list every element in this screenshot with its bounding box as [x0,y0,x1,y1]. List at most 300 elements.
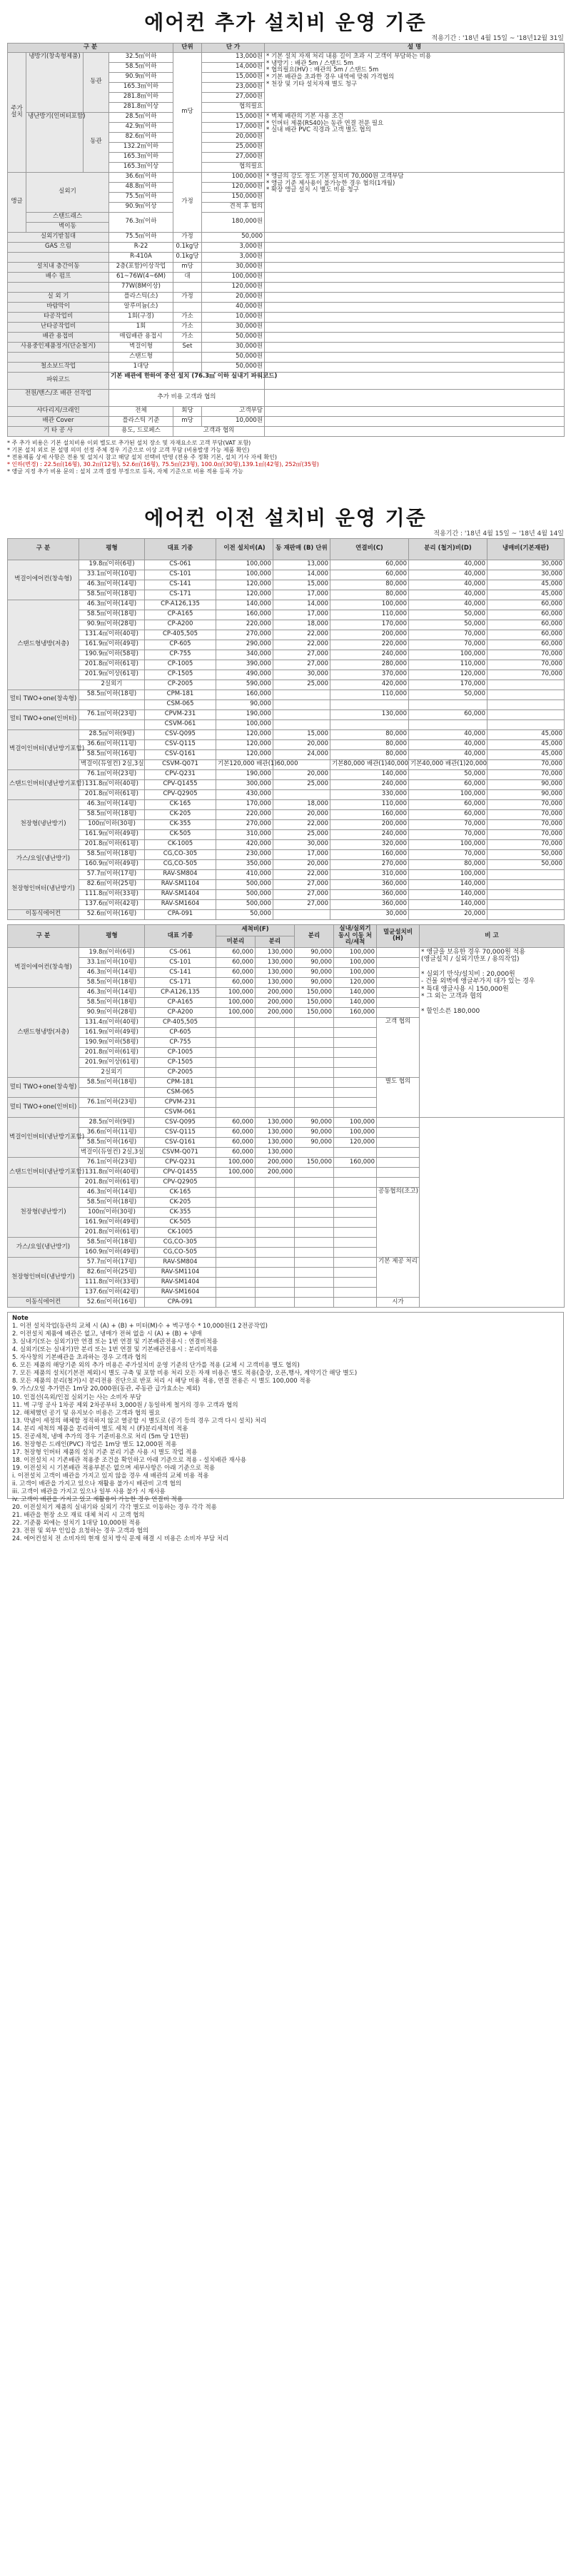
value [216,1238,256,1248]
note-line: 20. 이전설치기 제품의 실내기와 실외기 각각 별도로 이동하는 경우 각각 적용 [12,1504,217,1512]
value [377,1158,420,1168]
model: CS-171 [145,590,216,600]
size: 137.6㎡이하(42평) [79,1288,145,1298]
size: 161.9㎡이하(49평) [79,640,145,650]
value [487,899,565,909]
unit: Set [173,342,202,352]
group-label: 멀티 TWO+one(인버터) [8,709,79,729]
size: 36.6㎡이하(11평) [79,739,145,749]
desc [265,272,565,282]
value: 24,000 [273,749,330,759]
value: 20,000 [273,739,330,749]
size: 57.7㎡이하(17평) [79,869,145,879]
group-label: 스탠드형냉방(저층) [8,988,79,1078]
mid-note: 고객 협의 [377,1018,420,1078]
size: 46.3㎡이하(14평) [79,600,145,610]
value: 90,000 [295,948,334,958]
model: CS-171 [145,978,216,988]
price: 20,000원 [202,292,265,302]
value: 100,000 [334,1118,377,1128]
mid-note: 공동협의(조고) [377,1188,420,1258]
size: 131.8㎡이하(40평) [79,779,145,789]
value [295,1028,334,1038]
unit: 대 [173,272,202,282]
value: 140,000 [330,769,409,779]
size: 100㎡이하(30평) [79,1208,145,1218]
size: 161.9㎡이하(49평) [79,829,145,839]
value: 200,000 [256,1008,295,1018]
table-row [8,859,565,869]
value: 420,000 [216,839,273,849]
t2-header: 분리 (철거)비(D) [409,538,487,560]
value [377,1118,420,1128]
group-label: 천장형(냉난방기) [8,1188,79,1238]
group-label: 천장형(냉난방기) [8,799,79,849]
value: 100,000 [334,948,377,958]
value: 100,000 [216,570,273,580]
spec: 90.9㎡이상 [109,202,173,212]
table-row [8,849,565,859]
value: 20,000 [273,859,330,869]
row-label: 실 외 기 [8,292,109,302]
value: 90,000 [295,958,334,968]
value: 70,000 [487,829,565,839]
value [377,958,420,968]
t2-header: 동 재판매 (B) 단위 [273,538,330,560]
value: 240,000 [330,650,409,660]
size: 58.5㎡이하(18평) [79,978,145,988]
note-line: 10. 인접선(옥외/인접 실외기는 사는 소비자 부담 [12,1393,142,1401]
value: 360,000 [330,889,409,899]
value [295,1108,334,1118]
value [216,1288,256,1298]
size: 137.6㎡이하(42평) [79,899,145,909]
value: 30,000 [273,670,330,680]
size: 46.3㎡이하(14평) [79,799,145,809]
value: 360,000 [330,899,409,909]
value: 90,000 [487,789,565,799]
desc [265,372,565,389]
value [334,1218,377,1228]
t1-header-category: 구 분 [8,44,173,53]
value: 290,000 [216,640,273,650]
note-line: 19. 이전설치 시 기본배관 적용부분은 없으며 세부사항은 아래 기준으로 적용 [12,1464,216,1472]
spec: 28.5㎡이하 [109,112,173,122]
value [334,1168,377,1178]
model: CK-505 [145,829,216,839]
value: 100,000 [216,1168,256,1178]
table-row [8,242,565,252]
value [256,1278,295,1288]
value: 270,000 [330,859,409,869]
value: 45,000 [487,580,565,590]
remarks-empty [420,1118,565,1308]
note-line: 15. 진공세척, 냉매 추가의 경우 기준비용으로 처리 (5m 당 1만원) [12,1433,188,1440]
table-row [8,560,565,570]
value: 120,000 [334,1138,377,1148]
price: 50,000원 [202,352,265,362]
value [216,1108,256,1118]
unit: 0.1kg당 [173,252,202,262]
table-row [8,769,565,779]
value: 27,000 [273,660,330,670]
spec: 36.6㎡이하 [109,172,173,182]
value [256,1108,295,1118]
value: 500,000 [216,889,273,899]
value: 22,000 [273,630,330,640]
value [334,1088,377,1098]
value: 370,000 [330,670,409,680]
value [334,1188,377,1198]
value: 40,000 [409,590,487,600]
value: 25,000 [273,680,330,690]
group-label: 스탠드인버터(냉난방기포함) [8,1158,79,1188]
section1-dates: 적용기간 : '18년 4월 15일 ~ '18년12월 31일 [431,35,564,42]
desc [265,352,565,362]
size: 46.3㎡이하(14평) [79,580,145,590]
value: 22,000 [273,640,330,650]
value: 50,000 [487,859,565,869]
model: RAV-SM1604 [145,1288,216,1298]
value [295,1068,334,1078]
elec-value: 추가 비용 고객과 협의 [109,389,265,406]
table-row [8,729,565,739]
size: 58.5㎡이하(18평) [79,610,145,620]
value [295,1218,334,1228]
section1-notes [7,440,564,478]
table-row [8,690,565,699]
value: 70,000 [409,829,487,839]
value: 22,000 [273,869,330,879]
price: 10,000원 [202,312,265,322]
value: 240,000 [330,829,409,839]
model: CP-A126,135 [145,988,216,998]
value: 17,000 [273,610,330,620]
value: 430,000 [216,789,273,799]
value: 100,000 [216,1158,256,1168]
model: CK-165 [145,1188,216,1198]
model: CSVM-Q071 [145,759,216,769]
value [216,1028,256,1038]
unit [173,282,202,292]
section2-notes [7,1312,564,1543]
value [295,1278,334,1288]
value: 90,000 [295,978,334,988]
table-row [8,879,565,889]
table-row [8,799,565,809]
value: 100,000 [409,789,487,799]
model: CK-355 [145,1208,216,1218]
table-row [8,948,565,958]
size [79,719,145,729]
value: 90,000 [295,968,334,978]
note-line: 7. 모든 제품의 설치(기본전 제외)시 별도 구축 및 포함 비용 처리 모든 자재 비용은 별도 적용(출장, 오픈,행사, 계약기간 해당 별도) [12,1370,358,1378]
group-label: 천장형인버터(냉난방기) [8,869,79,909]
size: 2실외기 [79,1068,145,1078]
value: 50,000 [409,690,487,699]
group-label: 천장형인버터(냉난방기) [8,1258,79,1298]
value: 40,000 [409,560,487,570]
value: 90,000 [295,1138,334,1148]
size: 160.9㎡이하(49평) [79,1248,145,1258]
t2-header: 연결비(C) [330,538,409,560]
back-label: 벽이동 [26,222,109,232]
unit: 회당 [173,406,202,416]
note-line: 3. 실내기(또는 실외기)만 연결 또는 1번 연결 및 기본배관전용시 : 연결비적용 [12,1338,218,1346]
table-row [8,322,565,332]
value [216,1078,256,1088]
value: 70,000 [487,809,565,819]
value [273,719,330,729]
price: 30,000원 [202,262,265,272]
t3-subheader: 미분리 [216,936,256,947]
model: CP-A126,135 [145,600,216,610]
spec: 165.3㎡이하 [109,152,173,162]
value [256,1198,295,1208]
model: CS-101 [145,958,216,968]
model: CP-605 [145,640,216,650]
size: 201.8㎡이하(61평) [79,1178,145,1188]
t3-header: 세척비(F) [216,924,295,936]
spec: 77W(8M이상) [109,282,173,292]
row-label: 사용중인제품정거(단순철거) [8,342,109,352]
size: 201.9㎡이상(61평) [79,1058,145,1068]
spec: 132.2㎡이하 [109,142,173,152]
value: 200,000 [256,998,295,1008]
unit: 가소 [173,322,202,332]
value [334,1078,377,1088]
note-line: ii. 고객이 배관을 가지고 있으나 재활용 불가시 배관비 고객 협의 [12,1480,182,1488]
elec-label: 전원/맨스/조 배관 선작업 [8,389,109,406]
price: 27,000원 [202,152,265,162]
size: 201.8㎡이하(61평) [79,839,145,849]
table-row [8,426,565,436]
spec: 전체 [109,406,173,416]
value: 80,000 [330,739,409,749]
value [216,1038,256,1048]
value: 140,000 [409,899,487,909]
value: 360,000 [330,879,409,889]
value: 200,000 [330,630,409,640]
row-label [8,282,109,292]
table-row [8,570,565,580]
model: CS-101 [145,570,216,580]
price: 120,000원 [202,182,265,192]
model: CP-1005 [145,660,216,670]
model: CPV-Q2905 [145,789,216,799]
spec: 76.3㎡이하 [109,212,173,232]
spec: 용도, 드로페스 [109,426,173,436]
size: 111.8㎡이하(33평) [79,889,145,899]
unit: 0.1kg당 [173,242,202,252]
value: 40,000 [409,749,487,759]
value [295,1208,334,1218]
value: 45,000 [487,749,565,759]
table-row [8,759,565,769]
value: 70,000 [487,759,565,769]
value [377,968,420,978]
value: 15,000 [273,729,330,739]
model: CG,CO-505 [145,1248,216,1258]
t2-header: 구 분 [8,538,79,560]
value [295,1018,334,1028]
value [216,1228,256,1238]
value: 60,000 [409,809,487,819]
value [256,1098,295,1108]
value: 40,000 [409,729,487,739]
value [256,1258,295,1268]
value: 100,000 [216,560,273,570]
price: 고객과 협의 [173,426,265,436]
table-row [8,899,565,909]
value: 140,000 [334,988,377,998]
value [334,1208,377,1218]
notes-heading: Note [12,1315,29,1323]
group-label: 벽걸이에어컨(창속형) [8,948,79,988]
value [295,1058,334,1068]
t3-header: 비 고 [420,924,565,947]
table-row [8,172,565,182]
value: 60,000 [216,1118,256,1128]
size: 161.9㎡이하(49평) [79,1028,145,1038]
table-row [8,779,565,789]
note-line: 21. 배관을 현장 소모 재료 대체 처리 시 고객 협의 [12,1512,145,1520]
value: 200,000 [256,988,295,998]
size: 46.3㎡이하(14평) [79,988,145,998]
size: 58.5㎡이하(18평) [79,590,145,600]
value: 100,000 [409,650,487,660]
spec: 75.5㎡이하 [109,232,173,242]
model: RAV-SM1104 [145,879,216,889]
unit: 가정 [173,232,202,242]
table-row [8,252,565,262]
row-label: 배수 펌프 [8,272,109,282]
model: RAV-SM1404 [145,889,216,899]
value [295,1238,334,1248]
install-label: 앵글 [8,172,26,232]
model: CP-A200 [145,1008,216,1018]
value [256,1238,295,1248]
desc [265,312,565,322]
table-row [8,372,565,389]
value: 280,000 [330,660,409,670]
value [216,1088,256,1098]
model: CPVM-231 [145,1098,216,1108]
group-label: 가스/요일(냉난방기) [8,849,79,869]
size: 58.5㎡이하(18평) [79,849,145,859]
value [256,1028,295,1038]
model: CPA-091 [145,909,216,919]
section2-dates: 적용기간 : '18년 4월 15일 ~ '18년 4월 14일 [433,530,564,537]
size: 201.8㎡이하(61평) [79,660,145,670]
value: 60,000 [487,620,565,630]
value [295,1188,334,1198]
group-label: 스탠드형냉방(저층) [8,600,79,690]
value: 60,000 [216,958,256,968]
value: 70,000 [487,660,565,670]
value: 200,000 [330,819,409,829]
model: CG,CO-505 [145,859,216,869]
value [216,1208,256,1218]
value [377,998,420,1008]
size: 36.6㎡이하(11평) [79,1128,145,1138]
price: 고객부담 [202,406,265,416]
model: CP-605 [145,1028,216,1038]
size: 58.5㎡이하(16평) [79,1138,145,1148]
value [295,1258,334,1268]
value: 100,000 [216,998,256,1008]
model: CP-2005 [145,680,216,690]
value: 420,000 [330,680,409,690]
size: 82.6㎡이하(25평) [79,879,145,889]
note-line: * 기본 설치 외로 본 설명 의미 선정 주체 경우 기준으로 이상 고객 부담 (비용발생 가능 제품 확인) [7,446,250,453]
model: CP-1005 [145,1048,216,1058]
size: 58.5㎡이하(18평) [79,1238,145,1248]
value [256,1268,295,1278]
bracket-label: 실외기 [26,172,109,212]
value: 60,000 [216,968,256,978]
value [256,1188,295,1198]
model: CS-061 [145,948,216,958]
value [295,1078,334,1088]
value: 110,000 [330,690,409,699]
t2-header: 이전 설치비(A) [216,538,273,560]
value: 17,000 [273,590,330,600]
model: CK-505 [145,1218,216,1228]
spec: 75.5㎡이하 [109,192,173,202]
value: 120,000 [216,590,273,600]
size: 161.9㎡이하(49평) [79,1218,145,1228]
value [487,699,565,709]
value: 60,000 [409,799,487,809]
value [487,879,565,889]
desc: * 기본 설치 자재 처리 내용 길이 초과 시 고객이 부담하는 비용 * 냉방기 : 배관 5m / 스탠드 5m * 협의필요(HV) : 배관의 5m / 스탠드 5m * 기본 배관을 초과한 경우 내역에 맞춰 가격협의 * 천장 및 기타 설치자재 별도 청구 [265,52,565,112]
value [273,690,330,699]
value [256,1048,295,1058]
group-label: 벽걸이인버터(냉난방기포함) [8,729,79,769]
model: CP-755 [145,1038,216,1048]
unit: m당 [173,52,202,172]
table-row [8,302,565,312]
value [334,1108,377,1118]
size: 111.8㎡이하(33평) [79,1278,145,1288]
value: 310,000 [330,869,409,879]
move-cost-table [7,538,565,920]
t3-header: 멀균설치비(H) [377,924,420,947]
value [330,719,409,729]
value: 160,000 [330,809,409,819]
value: 200,000 [256,1168,295,1178]
unit: m당 [173,416,202,426]
etc-label: 기 타 공 사 [8,426,109,436]
note-line: i. 이전설치 고객이 배관을 가지고 있지 않을 경우 새 배관의 교체 비용 적용 [12,1473,209,1480]
model: RAV-SM1104 [145,1268,216,1278]
note-line: 1. 이전 설치작업(동관의 교체 시 (A) + (B) + 미터(M)수 + 벽구멍수 * 10,000원(1 2전공작업) [12,1323,268,1330]
size [79,699,145,709]
table-row [8,262,565,272]
value [334,1018,377,1028]
value [216,1248,256,1258]
value [256,1178,295,1188]
note-line: 14. 분리 세척의 제품을 분리하여 별도 세척 시 (F)분리세척비 적용 [12,1425,188,1433]
spec: 42.9㎡이하 [109,122,173,132]
value: 70,000 [487,819,565,829]
table-row [8,889,565,899]
value: 60,000 [487,640,565,650]
t3-header: 대표 기종 [145,924,216,947]
row-label: GAS 으림 [8,242,109,252]
t3-header: 평형 [79,924,145,947]
